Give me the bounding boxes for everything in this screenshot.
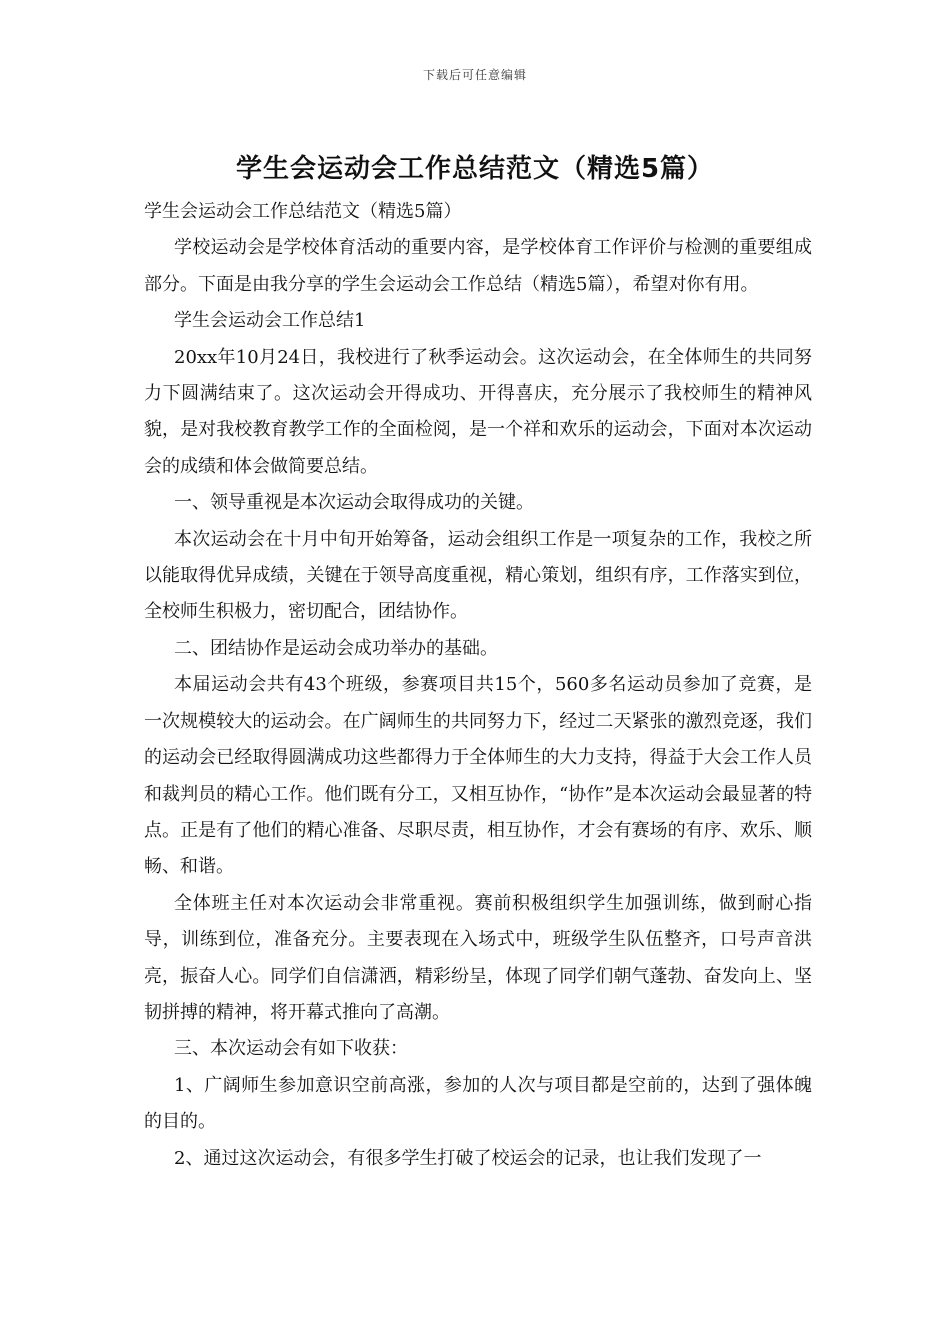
paragraph: 本次运动会在十月中旬开始筹备，运动会组织工作是一项复杂的工作，我校之所以能取得优异成绩，关键在于领导高度重视，精心策划，组织有序，工作落实到位，全校师生积极力，密切配合，团结协作。 xyxy=(144,528,812,623)
intro-paragraph: 学校运动会是学校体育活动的重要内容，是学校体育工作评价与检测的重要组成部分。下面是由我分享的学生会运动会工作总结（精选5篇），希望对你有用。 xyxy=(144,237,812,295)
list-item: 2、通过这次运动会，有很多学生打破了校运会的记录，也让我们发现了一 xyxy=(174,1147,762,1169)
paragraph: 本届运动会共有43个班级，参赛项目共15个，560多名运动员参加了竞赛，是一次规模较大的运动会。在广阔师生的共同努力下，经过二天紧张的激烈竞逐，我们的运动会已经取得圆满成功这些都得力于全体师生的大力支持，得益于大会工作人员和裁判员的精心工作。他们既有分工，又相互协作，“协作”是本次运动会最显著的特点。正是有了他们的精心准备、尽职尽责，相互协作，才会有赛场的有序、欢乐、顺畅、和谐。 xyxy=(144,674,812,878)
section-heading-2: 二、团结协作是运动会成功举办的基础。 xyxy=(174,637,498,659)
document-title: 学生会运动会工作总结范文（精选5篇） xyxy=(235,154,715,184)
paragraph: 全体班主任对本次运动会非常重视。赛前积极组织学生加强训练，做到耐心指导，训练到位，准备充分。主要表现在入场式中，班级学生队伍整齐，口号声音洪亮，振奋人心。同学们自信潇洒，精彩纷呈，体现了同学们朝气蓬勃、奋发向上、坚韧拼搏的精神，将开幕式推向了高潮。 xyxy=(144,892,812,1023)
section-heading-3: 三、本次运动会有如下收获： xyxy=(174,1038,408,1060)
list-item: 1、广阔师生参加意识空前高涨，参加的人次与项目都是空前的，达到了强体魄的目的。 xyxy=(144,1074,812,1133)
paragraph: 20xx年10月24日，我校进行了秋季运动会。这次运动会，在全体师生的共同努力下圆满结束了。这次运动会开得成功、开得喜庆，充分展示了我校师生的精神风貌，是对我校教育教学工作的全面检阅，是一个祥和欢乐的运动会，下面对本次运动会的成绩和体会做简要总结。 xyxy=(144,346,812,477)
section-heading-summary-1: 学生会运动会工作总结1 xyxy=(174,310,366,332)
section-heading-1: 一、领导重视是本次运动会取得成功的关键。 xyxy=(174,492,534,514)
header-note: 下载后可任意编辑 xyxy=(422,68,527,82)
document-body xyxy=(144,194,812,1177)
subtitle-line: 学生会运动会工作总结范文（精选5篇） xyxy=(144,201,462,222)
